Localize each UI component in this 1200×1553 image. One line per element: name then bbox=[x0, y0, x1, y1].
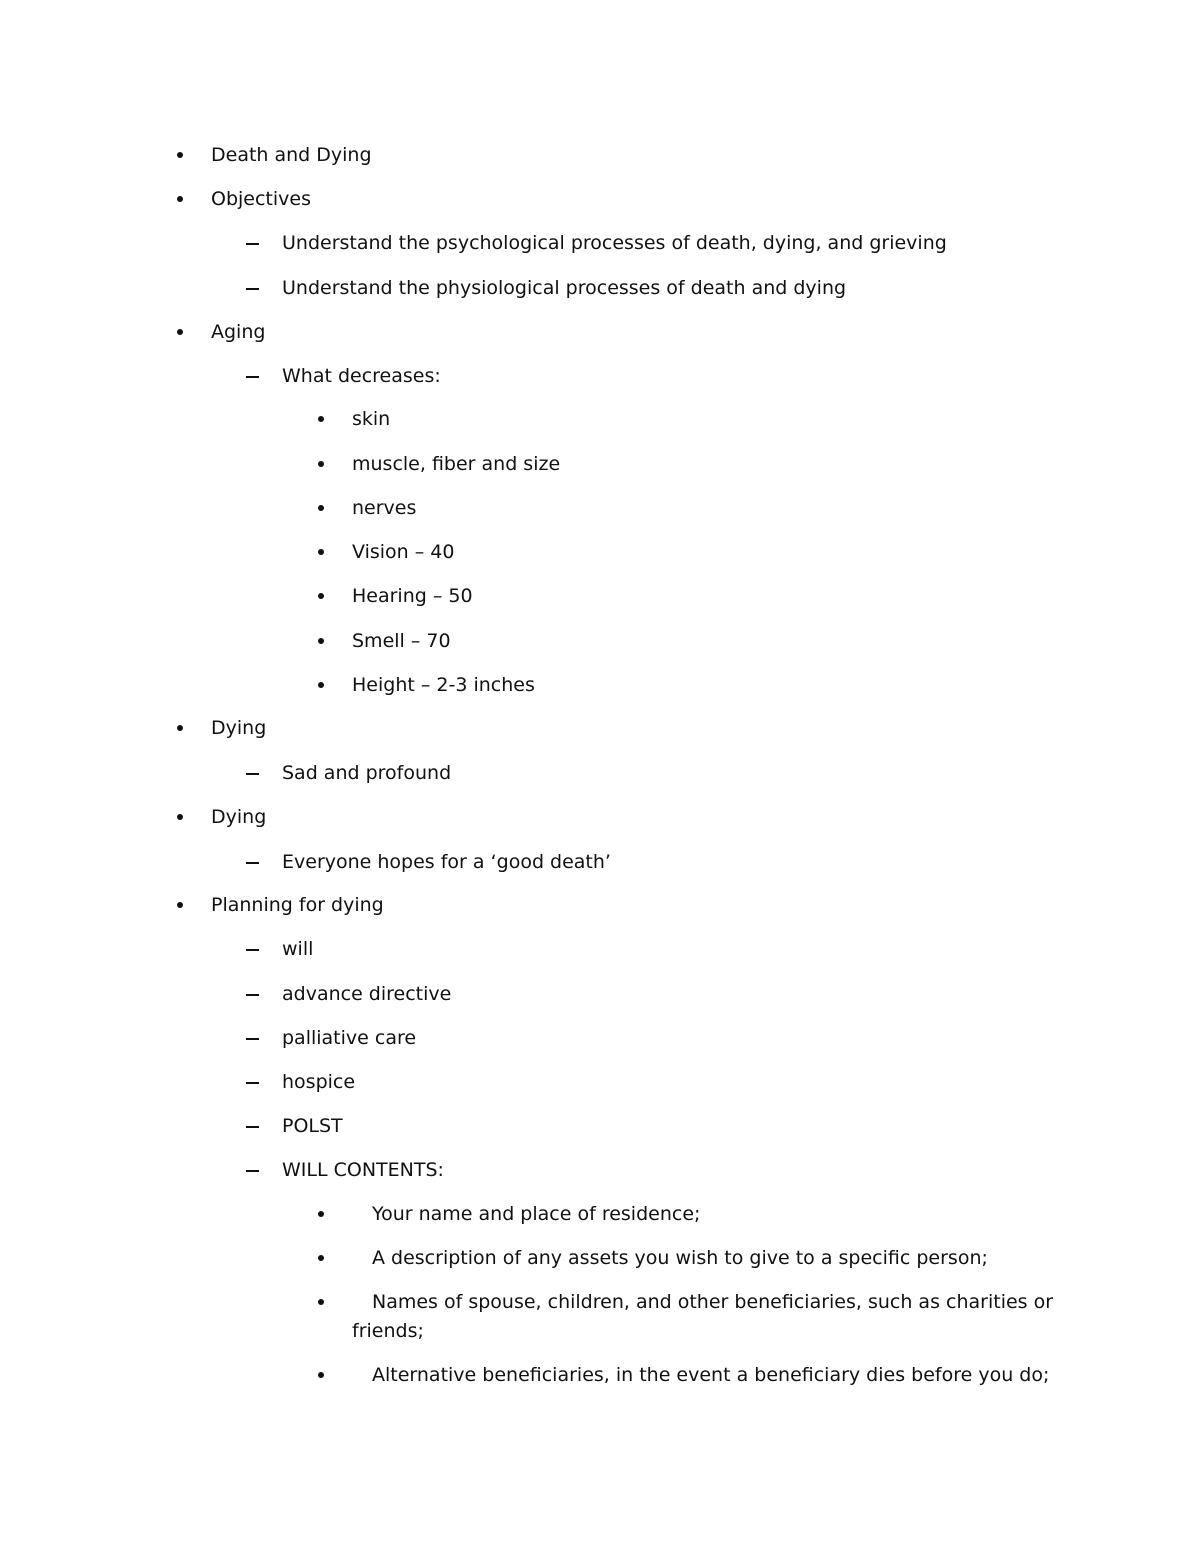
outline-item: Hearing – 50 bbox=[352, 585, 473, 607]
outline-item: Dying bbox=[211, 717, 267, 739]
dash-icon bbox=[246, 1038, 259, 1040]
outline-item: What decreases: bbox=[282, 365, 441, 387]
dash-icon bbox=[246, 1082, 259, 1084]
bullet-icon bbox=[177, 196, 183, 202]
dash-icon bbox=[246, 862, 259, 864]
outline-item: skin bbox=[352, 408, 391, 430]
outline-item: will bbox=[282, 938, 314, 960]
bullet-icon bbox=[318, 1211, 324, 1217]
outline-item: Objectives bbox=[211, 188, 311, 210]
outline-item: Everyone hopes for a ‘good death’ bbox=[282, 851, 611, 873]
outline-item: Sad and profound bbox=[282, 762, 452, 784]
bullet-icon bbox=[318, 1299, 324, 1305]
bullet-icon bbox=[177, 902, 183, 908]
outline-item: POLST bbox=[282, 1115, 343, 1137]
outline-item: palliative care bbox=[282, 1027, 417, 1049]
dash-icon bbox=[246, 994, 259, 996]
bullet-icon bbox=[318, 593, 324, 599]
dash-icon bbox=[246, 949, 259, 951]
outline-item: A description of any assets you wish to give to a specific person; bbox=[372, 1247, 988, 1269]
bullet-icon bbox=[318, 638, 324, 644]
dash-icon bbox=[246, 1126, 259, 1128]
outline-item: Understand the psychological processes of death, dying, and grieving bbox=[282, 232, 947, 254]
outline-item: Height – 2-3 inches bbox=[352, 674, 535, 696]
outline-item: Dying bbox=[211, 806, 267, 828]
outline-item: nerves bbox=[352, 497, 417, 519]
outline-item: Names of spouse, children, and other beneficiaries, such as charities or bbox=[372, 1291, 1054, 1313]
bullet-icon bbox=[318, 1255, 324, 1261]
outline-item: Alternative beneficiaries, in the event a beneficiary dies before you do; bbox=[372, 1364, 1050, 1386]
bullet-icon bbox=[177, 725, 183, 731]
dash-icon bbox=[246, 243, 259, 245]
bullet-icon bbox=[318, 505, 324, 511]
outline-item: Death and Dying bbox=[211, 144, 372, 166]
outline-item: Vision – 40 bbox=[352, 541, 455, 563]
outline-item: Your name and place of residence; bbox=[372, 1203, 701, 1225]
outline-item: Planning for dying bbox=[211, 894, 384, 916]
outline-item: Smell – 70 bbox=[352, 630, 451, 652]
bullet-icon bbox=[318, 1372, 324, 1378]
bullet-icon bbox=[318, 549, 324, 555]
outline-item: WILL CONTENTS: bbox=[282, 1159, 444, 1181]
outline-item: Aging bbox=[211, 321, 266, 343]
bullet-icon bbox=[177, 814, 183, 820]
dash-icon bbox=[246, 1170, 259, 1172]
bullet-icon bbox=[318, 682, 324, 688]
outline-item: muscle, fiber and size bbox=[352, 453, 561, 475]
outline-item: Understand the physiological processes of death and dying bbox=[282, 277, 847, 299]
bullet-icon bbox=[177, 152, 183, 158]
dash-icon bbox=[246, 773, 259, 775]
bullet-icon bbox=[318, 461, 324, 467]
outline-item-continuation: friends; bbox=[352, 1320, 424, 1342]
bullet-icon bbox=[177, 329, 183, 335]
bullet-icon bbox=[318, 416, 324, 422]
outline-item: advance directive bbox=[282, 983, 452, 1005]
outline-item: hospice bbox=[282, 1071, 356, 1093]
dash-icon bbox=[246, 376, 259, 378]
dash-icon bbox=[246, 288, 259, 290]
